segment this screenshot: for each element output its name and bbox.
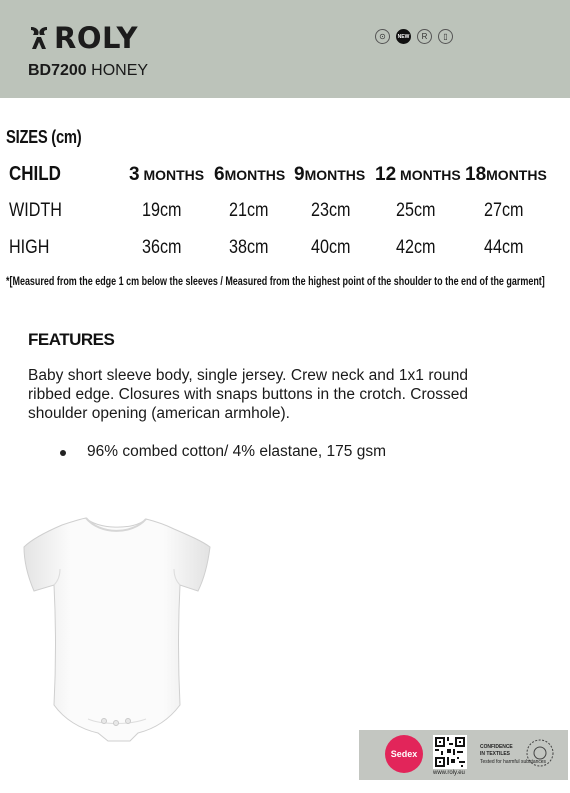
baby-bodysuit-image bbox=[18, 515, 218, 751]
width-value: 27cm bbox=[484, 200, 524, 221]
features-list bbox=[60, 443, 386, 461]
width-value: 21cm bbox=[229, 200, 269, 221]
garment-icon: ▯ bbox=[438, 29, 453, 44]
list-item: 96% combed cotton/ 4% elastane, 175 gsm bbox=[60, 443, 386, 461]
high-row bbox=[0, 237, 570, 265]
width-value: 23cm bbox=[311, 200, 351, 221]
high-value: 40cm bbox=[311, 237, 351, 258]
product-code: BD7200 bbox=[28, 62, 87, 79]
width-label: WIDTH bbox=[9, 200, 62, 221]
size-col-12-months: 12 MONTHS bbox=[375, 164, 461, 185]
brand-logo bbox=[28, 22, 138, 54]
width-value: 25cm bbox=[396, 200, 436, 221]
measurement-note: *[Measured from the edge 1 cm below the sleeves / Measured from the highest point of the shoulder to the end of the garment] bbox=[6, 276, 545, 288]
width-row bbox=[0, 200, 570, 228]
size-col-6-months: 6MONTHS bbox=[214, 164, 286, 185]
size-col-9-months: 9MONTHS bbox=[294, 164, 366, 185]
sizes-title: SIZES (cm) bbox=[6, 127, 82, 147]
high-value: 36cm bbox=[142, 237, 182, 258]
qr-code-icon bbox=[433, 735, 467, 769]
high-value: 42cm bbox=[396, 237, 436, 258]
badge-row bbox=[375, 29, 453, 44]
thread-icon: ⊙ bbox=[375, 29, 390, 44]
oeko-title: CONFIDENCE bbox=[480, 744, 513, 750]
product-title bbox=[28, 62, 148, 80]
features-description: Baby short sleeve body, single jersey. Crew neck and 1x1 round ribbed edge. Closures with snaps buttons in the crotch. Crossed shoulder opening (american armhole). bbox=[28, 367, 468, 422]
certifications-footer bbox=[359, 730, 568, 780]
oeko-tex-label bbox=[477, 736, 561, 774]
roly-r-icon: R bbox=[417, 29, 432, 44]
brand-name: ROLY bbox=[54, 21, 138, 55]
oeko-subtitle: IN TEXTILES bbox=[480, 751, 510, 757]
sedex-logo: Sedex bbox=[385, 735, 423, 773]
features-title: FEATURES bbox=[28, 330, 115, 349]
size-header-row bbox=[0, 164, 570, 192]
new-badge: NEW bbox=[396, 29, 411, 44]
high-value: 44cm bbox=[484, 237, 524, 258]
child-label: CHILD bbox=[9, 163, 61, 185]
roly-logo-icon bbox=[28, 25, 50, 51]
width-value: 19cm bbox=[142, 200, 182, 221]
size-col-3-months: 3 MONTHS bbox=[129, 164, 205, 185]
product-name: HONEY bbox=[91, 62, 149, 79]
roly-url: www.roly.eu bbox=[433, 770, 465, 776]
size-col-18-months: 18MONTHS bbox=[465, 164, 547, 185]
high-label: HIGH bbox=[9, 237, 50, 258]
oeko-caption: Tested for harmful substances bbox=[480, 759, 547, 765]
high-value: 38cm bbox=[229, 237, 269, 258]
header-banner bbox=[0, 0, 570, 98]
